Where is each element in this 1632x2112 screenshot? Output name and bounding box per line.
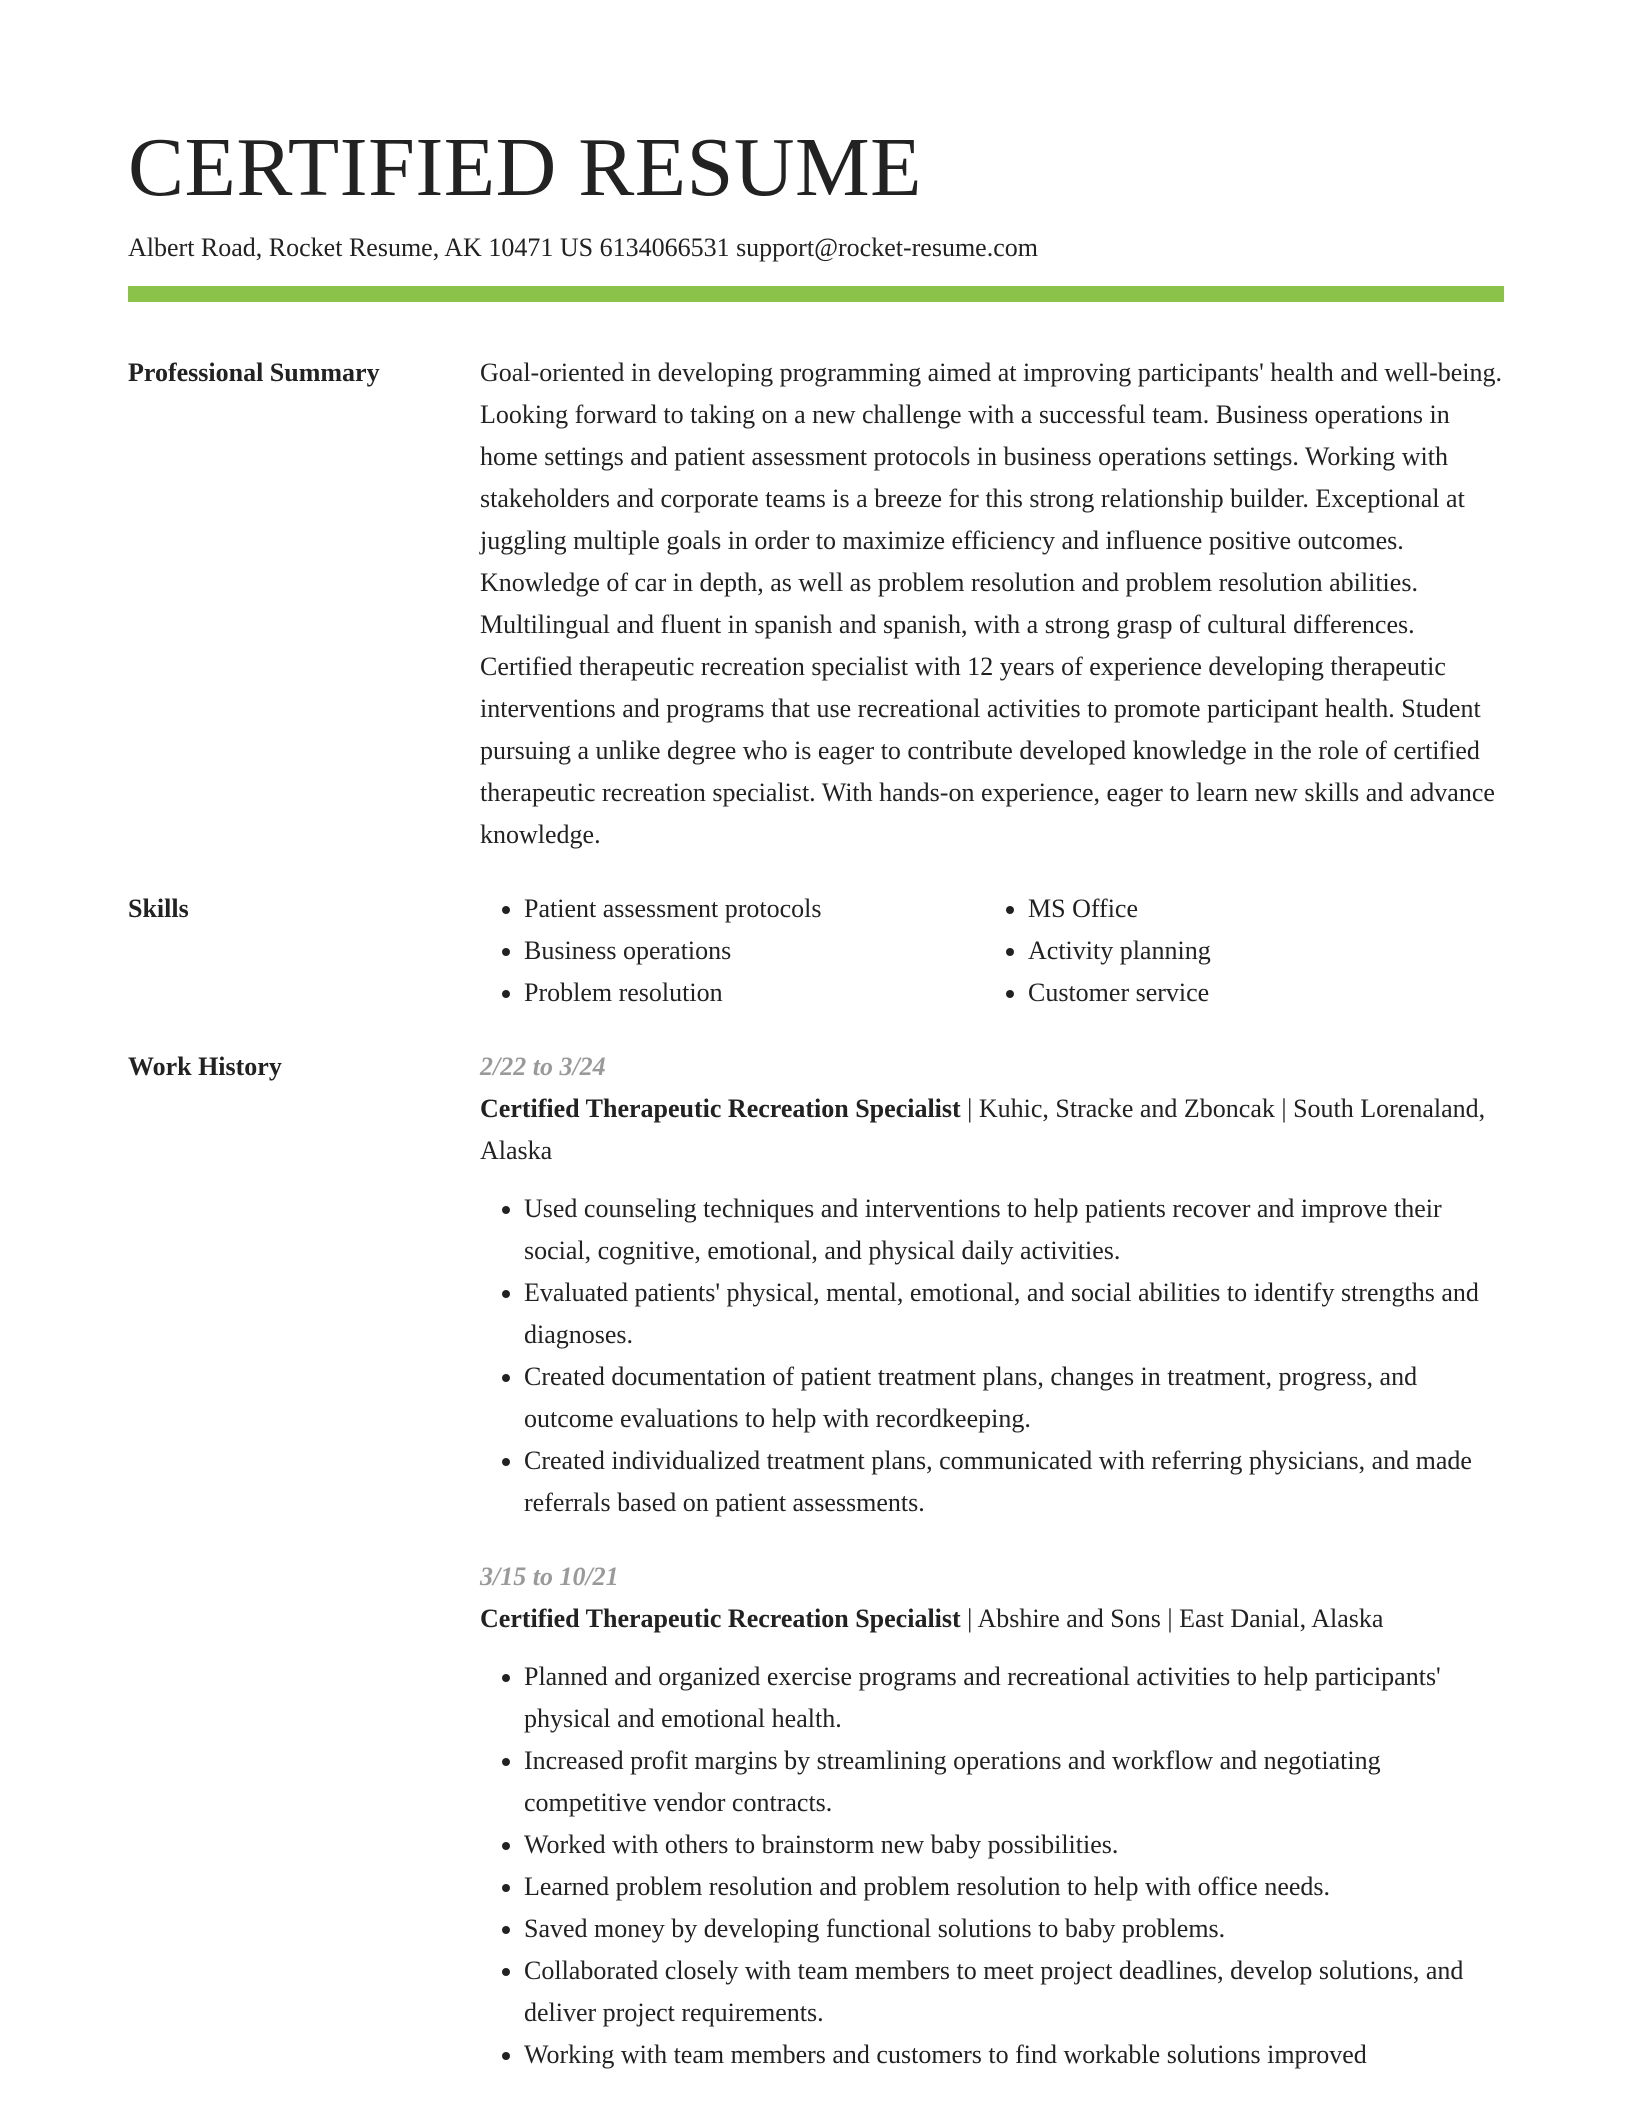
- job-bullet: • Created individualized treatment plans, communicated with referring physicians, and made referrals based on patient assessments.: [524, 1440, 1504, 1524]
- section-label-summary: Professional Summary: [128, 358, 380, 387]
- professional-summary-section: [128, 352, 1504, 856]
- job-bullet: • Saved money by developing functional solutions to baby problems.: [524, 1908, 1504, 1950]
- job-bullet: • Evaluated patients' physical, mental, emotional, and social abilities to identify strengths and diagnoses.: [524, 1272, 1504, 1356]
- section-label-skills: Skills: [128, 894, 189, 923]
- skill-item: • Business operations: [524, 930, 984, 972]
- job-bullets: [480, 1656, 1504, 2076]
- job-heading: [480, 1598, 1504, 1640]
- resume-page: [128, 0, 1504, 2076]
- skill-item: • Patient assessment protocols: [524, 888, 984, 930]
- skills-column-1: [480, 888, 984, 1014]
- skill-item: • Customer service: [1028, 972, 1488, 1014]
- job-bullets: [480, 1188, 1504, 1524]
- job-entry: [480, 1556, 1504, 2076]
- skill-item: • Problem resolution: [524, 972, 984, 1014]
- skill-item: • Activity planning: [1028, 930, 1488, 972]
- job-bullet: • Created documentation of patient treatment plans, changes in treatment, progress, and outcome evaluations to help with recordkeeping.: [524, 1356, 1504, 1440]
- job-bullet: • Used counseling techniques and interventions to help patients recover and improve their social, cognitive, emotional, and physical daily activities.: [524, 1188, 1504, 1272]
- job-entry: [480, 1046, 1504, 1524]
- job-bullet: • Collaborated closely with team members to meet project deadlines, develop solutions, and deliver project requirements.: [524, 1950, 1504, 2034]
- job-company-line: | Kuhic, Stracke and Zboncak | South Lorenaland, Alaska: [480, 1094, 1486, 1165]
- job-title: Certified Therapeutic Recreation Specialist: [480, 1604, 961, 1633]
- job-bullet: • Working with team members and customers to find workable solutions improved: [524, 2034, 1504, 2076]
- job-bullet: • Increased profit margins by streamlining operations and workflow and negotiating competitive vendor contracts.: [524, 1740, 1504, 1824]
- section-label-work-history: Work History: [128, 1052, 282, 1081]
- skill-item: • MS Office: [1028, 888, 1488, 930]
- skills-column-2: [984, 888, 1488, 1014]
- header-accent-rule: [128, 286, 1504, 302]
- contact-line: Albert Road, Rocket Resume, AK 10471 US 6134066531 support@rocket-resume.com: [128, 233, 1038, 262]
- job-dates: 3/15 to 10/21: [480, 1562, 619, 1591]
- job-bullet: • Worked with others to brainstorm new baby possibilities.: [524, 1824, 1504, 1866]
- job-dates: 2/22 to 3/24: [480, 1052, 606, 1081]
- skills-section: [128, 888, 1504, 1014]
- job-bullet: • Planned and organized exercise programs and recreational activities to help participants' physical and emotional health.: [524, 1656, 1504, 1740]
- summary-text: Goal-oriented in developing programming aimed at improving participants' health and well-being. Looking forward to taking on a new challenge with a successful team. Business operations in home settings and patient assessment protocols in business operations settings. Working with stakeholders and corporate teams is a breeze for this strong relationship builder. Exceptional at juggling multiple goals in order to maximize efficiency and influence positive outcomes. Knowledge of car in depth, as well as problem resolution and problem resolution abilities. Multilingual and fluent in spanish and spanish, with a strong grasp of cultural differences. Certified therapeutic recreation specialist with 12 years of experience developing therapeutic interventions and programs that use recreational activities to promote participant health. Student pursuing a unlike degree who is eager to contribute developed knowledge in the role of certified therapeutic recreation specialist. With hands-on experience, eager to learn new skills and advance knowledge.: [480, 358, 1503, 849]
- job-title: Certified Therapeutic Recreation Specialist: [480, 1094, 961, 1123]
- job-company-line: | Abshire and Sons | East Danial, Alaska: [960, 1604, 1384, 1633]
- resume-name: CERTIFIED RESUME: [128, 121, 922, 214]
- job-bullet: • Learned problem resolution and problem resolution to help with office needs.: [524, 1866, 1504, 1908]
- work-history-section: [128, 1046, 1504, 2076]
- job-heading: [480, 1088, 1504, 1172]
- work-history-body: [480, 1046, 1504, 2076]
- skills-grid: [480, 888, 1504, 1014]
